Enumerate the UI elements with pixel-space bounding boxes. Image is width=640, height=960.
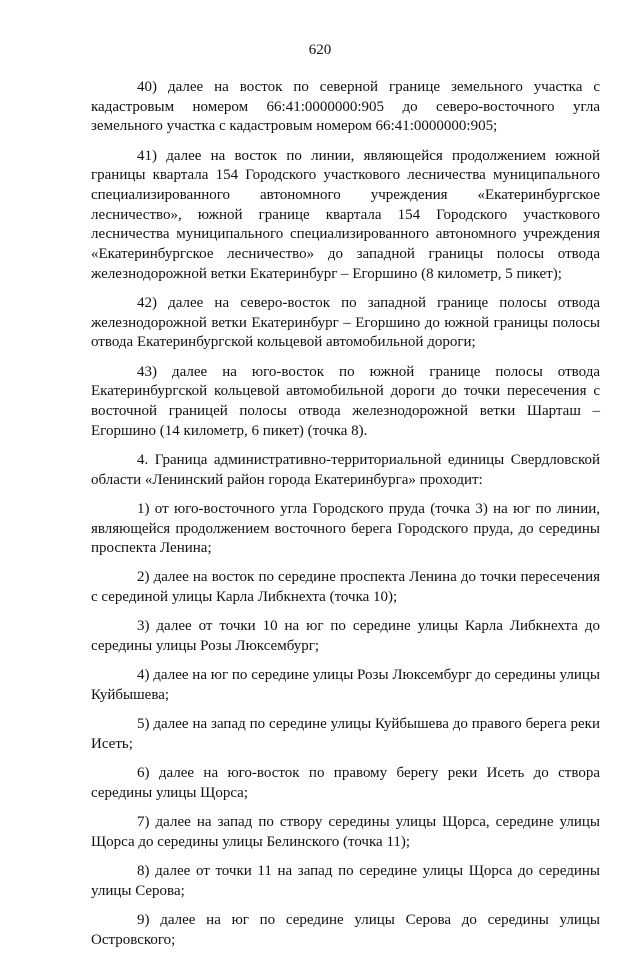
paragraph-item-4: 4) далее на юг по середине улицы Розы Люксембург до середины улицы Куйбышева;	[91, 667, 600, 703]
paragraph-item-8: 8) далее от точки 11 на запад по середине улицы Щорса до середины улицы Серова;	[91, 862, 600, 899]
page-number: 620	[308, 42, 332, 58]
paragraph-item-43: 43) далее на юго-восток по южной границе полосы отвода Екатеринбургской кольцевой автомобильной дороги до точки пересечения с восточной границей полосы отвода железнодорожной ветки Шарташ – Егоршино (14 километр, 6 пикет) (точка 8).	[91, 363, 600, 439]
paragraph-item-7: 7) далее на запад по створу середины улицы Щорса, середине улицы Щорса до середины улицы Белинского (точка 11);	[91, 814, 600, 850]
paragraph-item-42: 42) далее на северо-восток по западной границе полосы отвода железнодорожной ветки Екатеринбург – Егоршино до южной границы полосы отвода Екатеринбургской кольцевой автомобильной дороги;	[91, 295, 600, 351]
paragraph-item-2: 2) далее на восток по середине проспекта Ленина до точки пересечения с серединой улицы Карла Либкнехта (точка 10);	[91, 569, 600, 606]
paragraph-item-6: 6) далее на юго-восток по правому берегу реки Исеть до створа середины улицы Щорса;	[91, 765, 600, 801]
section-4-heading: 4. Граница административно-территориальной единицы Свердловской области «Ленинский район города Екатеринбурга» проходит:	[91, 451, 600, 488]
paragraph-item-3: 3) далее от точки 10 на юг по середине улицы Карла Либкнехта до середины улицы Розы Люксембург;	[91, 618, 600, 655]
paragraph-item-40: 40) далее на восток по северной границе земельного участка с кадастровым номером 66:41:0000000:905 до северо-восточного угла земельного участка с кадастровым номером 66:41:0000000:905;	[91, 79, 600, 135]
paragraph-item-41: 41) далее на восток по линии, являющейся продолжением южной границы квартала 154 Городского участкового лесничества муниципального специализированного автономного учреждения «Екатеринбургское лесничество», южной границе квартала 154 Городского участкового лесничества муниципального специализированного автономного учреждения «Екатеринбургское лесничество» до западной границы полосы отвода железнодорожной ветки Екатеринбург – Егоршино (8 километр, 5 пикет);	[91, 147, 600, 282]
paragraph-item-5: 5) далее на запад по середине улицы Куйбышева до правого берега реки Исеть;	[91, 716, 600, 752]
paragraph-item-9: 9) далее на юг по середине улицы Серова до середины улицы Островского;	[91, 911, 600, 948]
document-body	[91, 78, 600, 960]
paragraph-item-1: 1) от юго-восточного угла Городского пруда (точка 3) на юг по линии, являющейся продолжением восточного берега Городского пруда, до середины проспекта Ленина;	[91, 500, 600, 557]
